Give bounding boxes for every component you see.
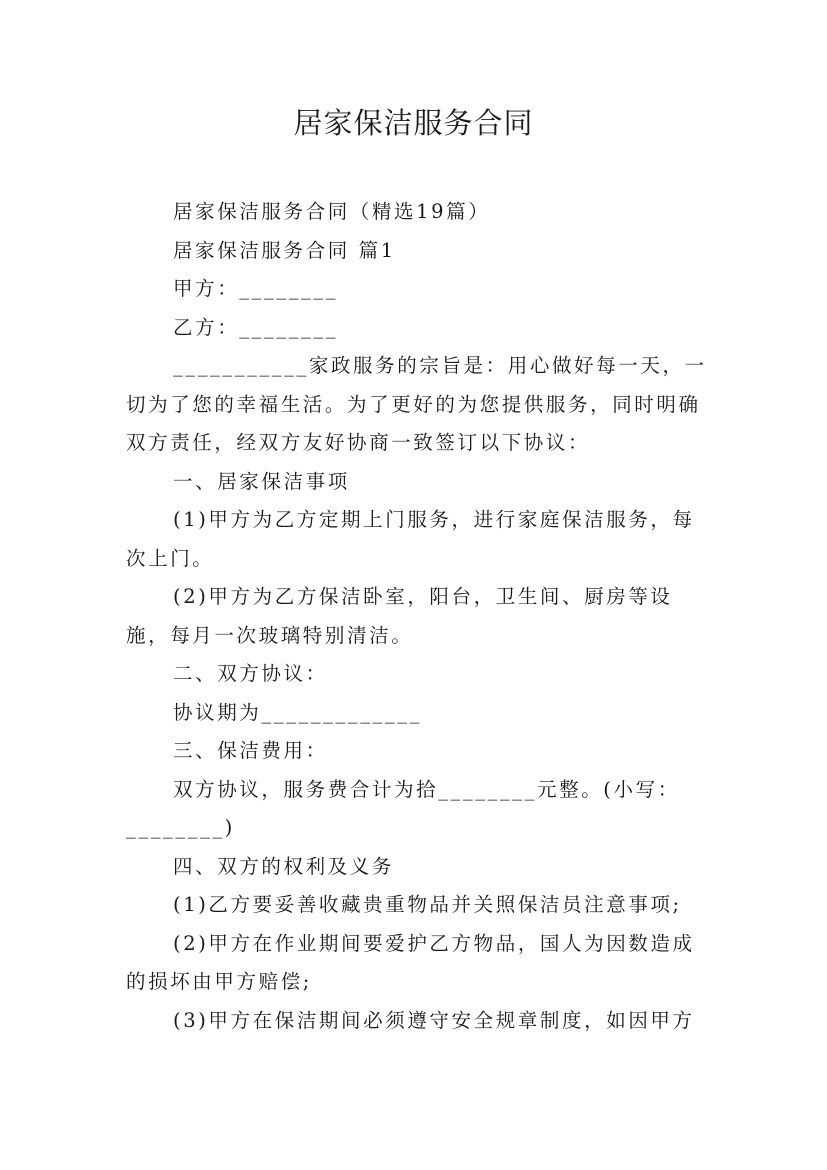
paragraph-heading-1: 一、居家保洁事项 [173, 469, 350, 493]
paragraph-item-4-3: (3)甲方在保洁期间必须遵守安全规章制度，如因甲方 [173, 1008, 695, 1032]
paragraph-item-1-2: (2)甲方为乙方保洁卧室，阳台，卫生间、厨房等设施，每月一次玻璃特别清洁。 [126, 585, 673, 647]
paragraph-heading-4: 四、双方的权利及义务 [173, 854, 395, 878]
paragraph-party-a: 甲方：________ [173, 277, 339, 300]
paragraph-section-heading: 居家保洁服务合同 篇1 [173, 238, 396, 262]
paragraph-item-4-2: (2)甲方在作业期间要爱护乙方物品，国人为因数造成的损坏由甲方赔偿; [126, 931, 695, 993]
paragraph-item-4-1: (1)乙方要妥善收藏贵重物品并关照保洁员注意事项; [173, 893, 682, 916]
paragraph-item-1-1: (1)甲方为乙方定期上门服务，进行家庭保洁服务，每次上门。 [126, 508, 695, 570]
document-title: 居家保洁服务合同 [293, 106, 534, 140]
paragraph-heading-3: 三、保洁费用： [173, 739, 328, 762]
paragraph-fee: 双方协议，服务费合计为拾________元整。(小写：________) [126, 777, 680, 839]
paragraph-agreement-term: 协议期为_____________ [173, 700, 422, 724]
paragraph-subtitle: 居家保洁服务合同（精选19篇） [173, 200, 491, 223]
paragraph-heading-2: 二、双方协议： [173, 662, 328, 685]
paragraph-party-b: 乙方：________ [173, 315, 339, 339]
document-body [126, 193, 711, 1040]
paragraph-preamble: ___________家政服务的宗旨是：用心做好每一天，一切为了您的幸福生活。为了更好的为您提供服务，同时明确双方责任，经双方友好协商一致签订以下协议： [126, 354, 707, 454]
